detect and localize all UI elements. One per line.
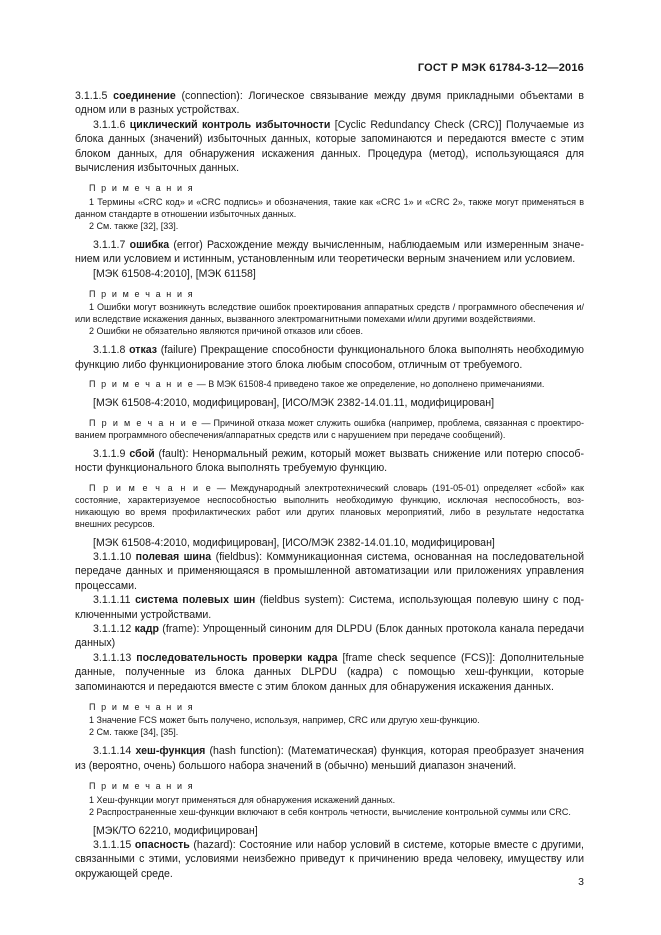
page-number: 3 [578, 876, 584, 888]
term: опасность [134, 839, 190, 851]
source-reference: [МЭК 61508-4:2010], [МЭК 61158] [93, 267, 256, 280]
notes-heading: П р и м е ч а н и я [89, 289, 195, 300]
note-item: 1 Термины «CRC код» и «CRC подпись» и обозначения, такие как «CRC 1» и «CRC 2», также могут применяться в данном стандарте в отношении избыточных данных. [75, 196, 584, 219]
note-item: 2 См. также [32], [33]. [89, 220, 179, 231]
note-label: П р и м е ч а н и е [89, 417, 199, 428]
notes-heading: П р и м е ч а н и я [89, 701, 195, 712]
note-label: П р и м е ч а н и е [89, 379, 195, 390]
clause-number: 3.1.1.12 [93, 622, 132, 635]
note-text: — В МЭК 61508-4 приведено такое же определение, но дополнено примечаниями. [194, 379, 545, 390]
term: циклический контроль избыточности [129, 118, 331, 131]
note-item: 1 Значение FCS может быть получено, используя, например, CRC или другую хеш-функцию. [89, 715, 480, 726]
clause-number: 3.1.1.8 [93, 344, 126, 357]
term: кадр [134, 622, 159, 635]
definition-3-1-1-9 [75, 447, 584, 476]
term: последовательность проверки кадра [136, 651, 338, 664]
term: сбой [129, 447, 155, 460]
definition-text: (hash function): (Математическая) функция, которая преобразует значения из (вероятно, очень) большого набора значений в (обычно) меньший диапазон значений. [75, 745, 584, 772]
clause-number: 3.1.1.5 [75, 90, 108, 102]
definition-3-1-1-5 [75, 89, 584, 118]
definition-text: [frame check sequence (FCS)]: Дополнительные данные, полученные из блока данных DLPDU (кадра) с помощью хеш-функции, которые запоминаются и передаются вместе с этим блоком данных для обнаружения искажения данных. [75, 651, 584, 693]
definition-3-1-1-15 [75, 838, 584, 881]
term: полевая шина [135, 550, 212, 563]
definition-3-1-1-11 [75, 593, 584, 622]
source-reference: [МЭК 61508-4:2010, модифицирован], [ИСО/МЭК 2382-14.01.11, модифицирован] [93, 397, 495, 410]
definition-3-1-1-6 [75, 118, 584, 176]
note-single [75, 378, 584, 390]
definition-text: (fault): Ненормальный режим, который может вызвать снижение или потерю способности функционального блока выполнять требуемую функцию. [75, 447, 584, 475]
note-single [75, 417, 584, 441]
definition-3-1-1-12 [75, 622, 584, 651]
term: ошибка [129, 238, 170, 251]
definition-text: (fieldbus system): Система, использующая полевую шину с подключенными устройствами. [75, 594, 584, 621]
term: соединение [113, 90, 176, 102]
note-text: — Международный электротехнический словарь (191-05-01) определяет «сбой» как состояние, характеризуемое неспособностью выполнить необходимую функцию, исключая неспособность, возникающую во время профилактических работ или других плановых мероприятий, либо в результате недостатка внешних ресурсов. [75, 482, 584, 529]
note-item: 2 См. также [34], [35]. [89, 727, 179, 738]
clause-number: 3.1.1.15 [93, 839, 132, 851]
definition-text: (hazard): Состояние или набор условий в системе, которые вместе с другими, связанными с этими, условиями неизбежно приведут к причинению вреда человеку, имуществу или окружающей среде. [75, 839, 584, 880]
note-item: 1 Ошибки могут возникнуть вследствие ошибок проектирования аппаратных средств / программного обеспечения и/или вследствие искажения данных, вызванного электромагнитными помехами и/или другими воздействиями. [75, 302, 584, 325]
source-reference: [МЭК 61508-4:2010, модифицирован], [ИСО/МЭК 2382-14.01.10, модифицирован] [93, 536, 495, 549]
note-item: 2 Распространенные хеш-функции включают в себя контроль четности, вычисление контрольной суммы или CRC. [89, 806, 571, 817]
clause-number: 3.1.1.13 [93, 651, 132, 664]
definition-3-1-1-10 [75, 550, 584, 593]
term: хеш-функция [135, 745, 206, 758]
definition-text: (connection): Логическое связывание между двумя прикладными объектами в одном или в разных устройствах. [75, 90, 584, 117]
document-body [75, 89, 584, 881]
notes-heading: П р и м е ч а н и я [89, 183, 195, 194]
term: отказ [129, 344, 158, 357]
note-item: 2 Ошибки не обязательно являются причиной отказов или сбоев. [89, 326, 363, 337]
standard-header: ГОСТ Р МЭК 61784-3-12—2016 [417, 62, 584, 74]
note-single [75, 482, 584, 530]
source-reference: [МЭК/ТО 62210, модифицирован] [93, 824, 258, 837]
note-label: П р и м е ч а н и е [89, 482, 213, 493]
definition-3-1-1-13 [75, 651, 584, 694]
clause-number: 3.1.1.9 [93, 447, 126, 460]
definition-3-1-1-7 [75, 238, 584, 267]
clause-number: 3.1.1.6 [93, 118, 126, 131]
definition-text: [Cyclic Redundancy Check (CRC)] Получаемые из блока данных (значений) избыточных данных, которые запоминаются и передаются вместе с этим блоком данных, для обнаружения искажения данных. Процедура (метод), использующаяся для вычисления избыточных данных. [75, 118, 584, 175]
definition-3-1-1-14 [75, 744, 584, 773]
definition-text: (fieldbus): Коммуникационная система, основанная на последовательной передаче данных и применяющаяся в промышленной автоматизации или приложениях управления процессами. [75, 550, 584, 592]
clause-number: 3.1.1.11 [93, 594, 131, 607]
note-text: — Причиной отказа может служить ошибка (например, проблема, связанная с проектированием программного обеспечения/аппаратных средств или с нарушением при передаче сообщений). [75, 417, 584, 440]
clause-number: 3.1.1.14 [93, 745, 132, 758]
definition-text: (failure) Прекращение способности функционального блока выполнять необходимую функцию либо функционирование этого блока любым способом, отличным от требуемого. [75, 344, 584, 371]
definition-text: (frame): Упрощенный синоним для DLPDU (Блок данных протокола канала передачи данных) [75, 622, 584, 650]
term: система полевых шин [135, 594, 256, 607]
clause-number: 3.1.1.10 [93, 550, 132, 563]
definition-3-1-1-8 [75, 343, 584, 372]
definition-text: (error) Расхождение между вычисленным, наблюдаемым или измеренным значением или условием и истинным, установленным или теоретически верным значением или условием. [75, 238, 584, 266]
note-item: 1 Хеш-функции могут применяться для обнаружения искажений данных. [89, 794, 396, 805]
notes-heading: П р и м е ч а н и я [89, 781, 195, 792]
clause-number: 3.1.1.7 [93, 238, 126, 251]
